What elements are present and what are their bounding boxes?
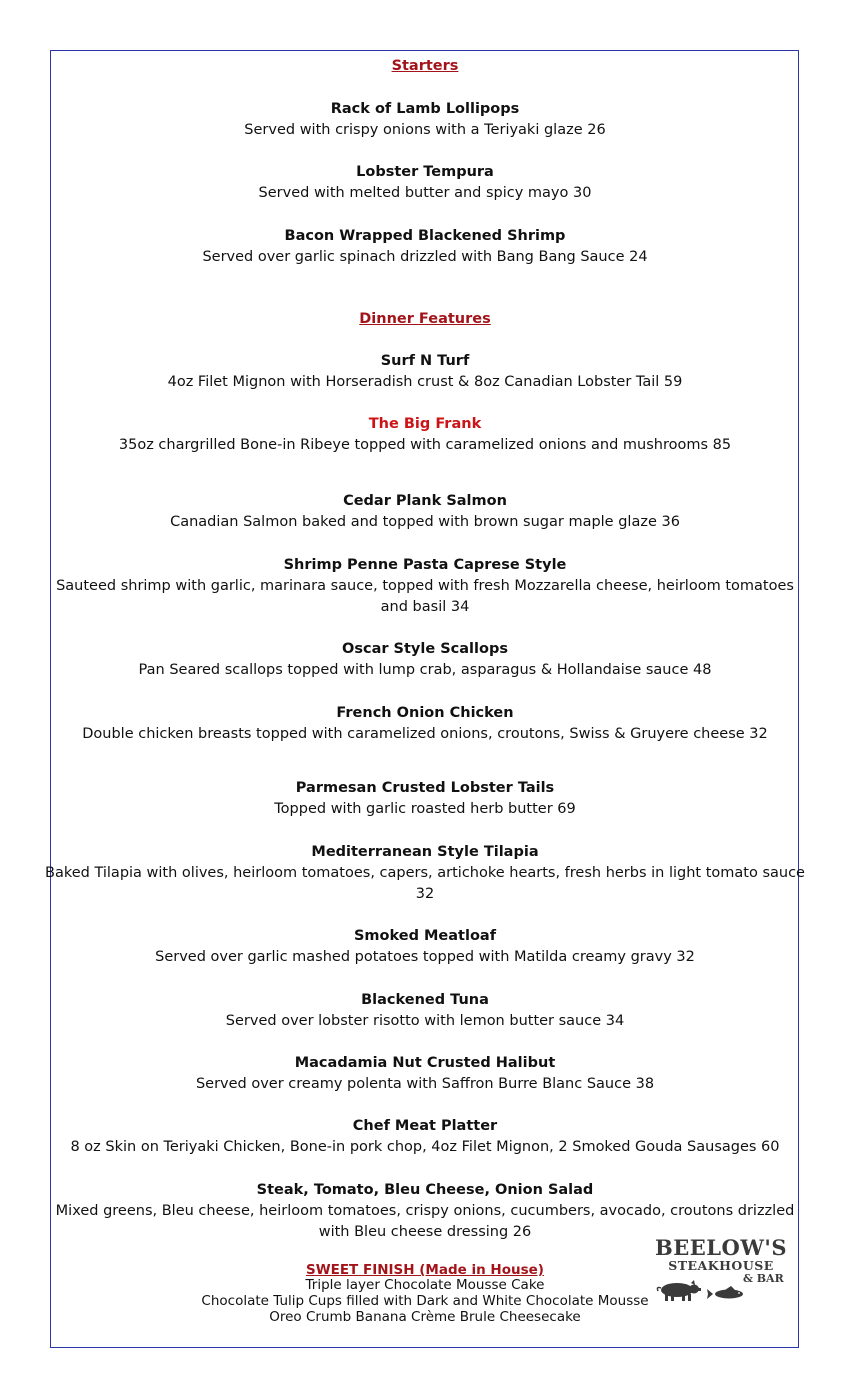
item-desc: 35oz chargrilled Bone-in Ribeye topped with caramelized onions and mushrooms 85	[118, 437, 732, 453]
item-desc: Served with melted butter and spicy mayo 30	[258, 185, 592, 201]
item-name: Lobster Tempura	[356, 164, 494, 180]
logo-line3: & BAR	[743, 1272, 784, 1285]
item-name: Macadamia Nut Crusted Halibut	[294, 1055, 556, 1071]
item-desc: Pan Seared scallops topped with lump crab, asparagus & Hollandaise sauce 48	[138, 662, 712, 678]
item-desc: Served over garlic mashed potatoes topped with Matilda creamy gravy 32	[155, 949, 695, 965]
fish-icon	[707, 1286, 743, 1299]
sweet-heading: SWEET FINISH (Made in House)	[306, 1262, 544, 1278]
item-name: Steak, Tomato, Bleu Cheese, Onion Salad	[256, 1182, 594, 1198]
item-desc: Double chicken breasts topped with caramelized onions, croutons, Swiss & Gruyere cheese 32	[82, 726, 768, 742]
item-desc-cont: 32	[415, 886, 435, 902]
pig-fish-icon	[655, 1280, 787, 1306]
sweet-item: Triple layer Chocolate Mousse Cake	[305, 1277, 545, 1293]
item-name: Chef Meat Platter	[352, 1118, 498, 1134]
logo-line1: BEELOW'S	[655, 1235, 787, 1260]
item-name: French Onion Chicken	[336, 705, 514, 721]
item-name-featured: The Big Frank	[368, 416, 482, 432]
item-desc: 8 oz Skin on Teriyaki Chicken, Bone-in pork chop, 4oz Filet Mignon, 2 Smoked Gouda Sausages 60	[70, 1139, 780, 1155]
item-desc: Sauteed shrimp with garlic, marinara sauce, topped with fresh Mozzarella cheese, heirloom tomatoes	[56, 578, 794, 594]
item-name: Bacon Wrapped Blackened Shrimp	[284, 228, 566, 244]
dinner-heading: Dinner Features	[359, 311, 491, 327]
item-name: Blackened Tuna	[361, 992, 489, 1008]
item-name: Rack of Lamb Lollipops	[330, 101, 520, 117]
pig-icon	[657, 1280, 701, 1301]
logo-line2: STEAKHOUSE	[668, 1258, 774, 1273]
item-name: Shrimp Penne Pasta Caprese Style	[283, 557, 567, 573]
item-desc-cont: and basil 34	[380, 599, 470, 615]
item-name: Mediterranean Style Tilapia	[311, 844, 539, 860]
sweet-item: Chocolate Tulip Cups filled with Dark and White Chocolate Mousse	[201, 1293, 649, 1309]
item-name: Oscar Style Scallops	[342, 641, 508, 657]
item-desc: Served over lobster risotto with lemon butter sauce 34	[225, 1013, 625, 1029]
item-name: Surf N Turf	[380, 353, 470, 369]
beelows-logo	[655, 1236, 787, 1306]
item-name: Parmesan Crusted Lobster Tails	[295, 780, 555, 796]
item-name: Cedar Plank Salmon	[343, 493, 507, 509]
item-desc: Baked Tilapia with olives, heirloom tomatoes, capers, artichoke hearts, fresh herbs in light tomato sauce	[45, 865, 805, 881]
item-desc: Topped with garlic roasted herb butter 69	[274, 801, 576, 817]
item-name: Smoked Meatloaf	[353, 928, 497, 944]
item-desc: 4oz Filet Mignon with Horseradish crust & 8oz Canadian Lobster Tail 59	[167, 374, 683, 390]
item-desc: Served with crispy onions with a Teriyaki glaze 26	[244, 122, 606, 138]
starters-heading: Starters	[391, 58, 459, 74]
item-desc-cont: with Bleu cheese dressing 26	[318, 1224, 532, 1240]
sweet-item: Oreo Crumb Banana Crème Brule Cheesecake	[269, 1309, 581, 1325]
item-desc: Mixed greens, Bleu cheese, heirloom tomatoes, crispy onions, cucumbers, avocado, croutons drizzled	[55, 1203, 795, 1219]
item-desc: Canadian Salmon baked and topped with brown sugar maple glaze 36	[170, 514, 680, 530]
item-desc: Served over garlic spinach drizzled with Bang Bang Sauce 24	[202, 249, 648, 265]
item-desc: Served over creamy polenta with Saffron Burre Blanc Sauce 38	[195, 1076, 655, 1092]
